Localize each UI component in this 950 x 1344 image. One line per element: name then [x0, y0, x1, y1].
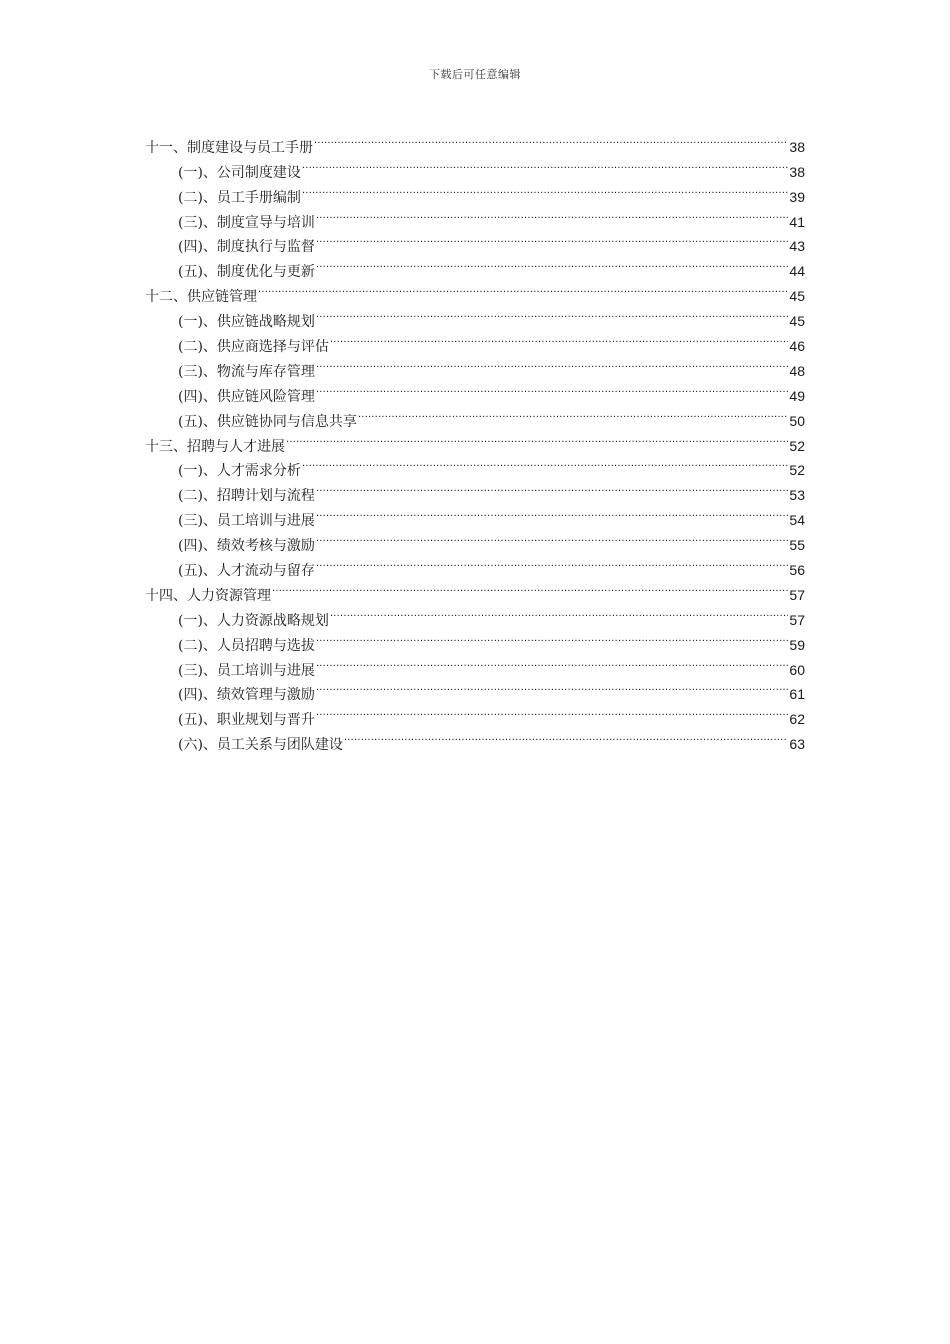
toc-page-number: 38 — [789, 163, 805, 180]
toc-page-number: 41 — [789, 213, 805, 230]
toc-page-number: 46 — [789, 338, 805, 355]
toc-dot-leader — [316, 376, 788, 401]
toc-dot-leader — [316, 650, 788, 675]
toc-entry-label: (三)、员工培训与进展 — [178, 662, 315, 679]
toc-page-number: 48 — [789, 362, 805, 379]
toc-entry-label: (五)、制度优化与更新 — [178, 264, 315, 281]
toc-entry-label: (六)、员工关系与团队建设 — [178, 737, 343, 754]
toc-page-number: 61 — [789, 686, 805, 703]
toc-entry-label: (五)、职业规划与晋升 — [178, 712, 315, 729]
toc-page-number: 52 — [789, 437, 805, 454]
toc-entry-label: (五)、人才流动与留存 — [178, 563, 315, 580]
toc-entry-label: (二)、供应商选择与评估 — [178, 339, 329, 356]
toc-dot-leader — [302, 177, 788, 202]
toc-page-number: 39 — [789, 188, 805, 205]
toc-dot-leader — [316, 525, 788, 550]
toc-page-number: 50 — [789, 412, 805, 429]
toc-entry-label: (四)、绩效考核与激励 — [178, 538, 315, 555]
toc-dot-leader — [316, 475, 788, 500]
toc-dot-leader — [272, 575, 788, 600]
toc-page-number: 63 — [789, 736, 805, 753]
toc-entry-label: (四)、供应链风险管理 — [178, 388, 315, 405]
toc-dot-leader — [314, 127, 788, 152]
toc-entry-label: 十一、制度建设与员工手册 — [145, 139, 313, 156]
toc-entry-label: (四)、绩效管理与激励 — [178, 687, 315, 704]
toc-page-number: 59 — [789, 636, 805, 653]
toc-dot-leader — [316, 251, 788, 276]
toc-dot-leader — [344, 724, 788, 749]
toc-page-number: 53 — [789, 487, 805, 504]
toc-entry-label: (二)、员工手册编制 — [178, 189, 301, 206]
toc-dot-leader — [330, 326, 788, 351]
toc-page-number: 56 — [789, 562, 805, 579]
toc-page-number: 57 — [789, 586, 805, 603]
toc-entry-label: (一)、公司制度建设 — [178, 164, 301, 181]
toc-dot-leader — [302, 451, 788, 476]
toc-page-number: 49 — [789, 387, 805, 404]
page-header: 下载后可任意编辑 — [429, 68, 521, 81]
toc-page-number: 62 — [789, 711, 805, 728]
toc-dot-leader — [316, 227, 788, 252]
toc-entry-label: 十四、人力资源管理 — [145, 587, 271, 604]
toc-entry-label: (三)、物流与库存管理 — [178, 363, 315, 380]
toc-dot-leader — [316, 699, 788, 724]
toc-dot-leader — [316, 625, 788, 650]
toc-dot-leader — [316, 202, 788, 227]
toc-page-number: 45 — [789, 288, 805, 305]
toc-chapter-entry[interactable] — [145, 127, 805, 156]
toc-entry-label: (四)、制度执行与监督 — [178, 239, 315, 256]
toc-dot-leader — [330, 600, 788, 625]
toc-dot-leader — [316, 550, 788, 575]
toc-dot-leader — [358, 401, 788, 426]
toc-entry-label: (五)、供应链协同与信息共享 — [178, 413, 357, 430]
toc-dot-leader — [316, 500, 788, 525]
toc-dot-leader — [316, 675, 788, 700]
toc-page-number: 57 — [789, 611, 805, 628]
toc-entry-label: 十三、招聘与人才进展 — [145, 438, 285, 455]
toc-page-number: 54 — [789, 512, 805, 529]
toc-entry-label: 十二、供应链管理 — [145, 289, 257, 306]
toc-entry-label: (三)、制度宣导与培训 — [178, 214, 315, 231]
toc-dot-leader — [316, 301, 788, 326]
toc-entry-label: (三)、员工培训与进展 — [178, 513, 315, 530]
toc-entry-label: (二)、招聘计划与流程 — [178, 488, 315, 505]
toc-page-number: 60 — [789, 661, 805, 678]
toc-entry-label: (二)、人员招聘与选拔 — [178, 637, 315, 654]
toc-dot-leader — [316, 351, 788, 376]
toc-page-number: 44 — [789, 263, 805, 280]
toc-dot-leader — [302, 152, 788, 177]
toc-entry-label: (一)、人才需求分析 — [178, 463, 301, 480]
toc-page-number: 55 — [789, 537, 805, 554]
toc-page-number: 52 — [789, 462, 805, 479]
toc-dot-leader — [258, 276, 788, 301]
toc-entry-label: (一)、人力资源战略规划 — [178, 612, 329, 629]
toc-page-number: 38 — [789, 138, 805, 155]
toc-page-number: 45 — [789, 313, 805, 330]
toc-dot-leader — [286, 426, 788, 451]
toc-entry-label: (一)、供应链战略规划 — [178, 314, 315, 331]
toc-page-number: 43 — [789, 238, 805, 255]
table-of-contents — [145, 127, 805, 754]
